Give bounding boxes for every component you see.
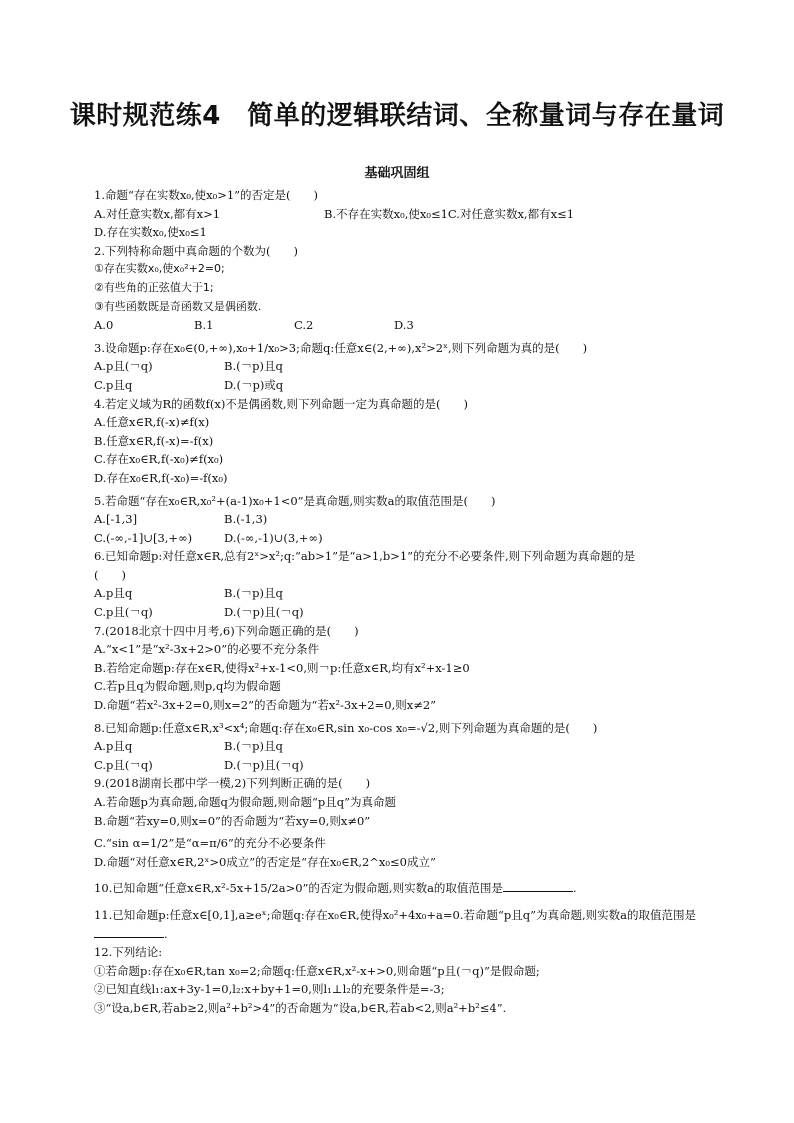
question-8 [94, 719, 724, 775]
option-c: C.存在x₀∈R,f(-x₀)≠f(x₀) [94, 452, 224, 467]
option-b: B.若给定命题p:存在x∈R,使得x²+x-1<0,则￢p:任意x∈R,均有x²+x-1≥0 [94, 660, 470, 675]
question-stem: 11.已知命题p:任意x∈[0,1],a≥eˣ;命题q:存在x₀∈R,使得x₀²+4x₀+a=0.若命题“p且q”为真命题,则实数a的取值范围是 [94, 907, 696, 922]
option-group [94, 357, 724, 394]
question-2 [94, 242, 724, 335]
option-c: C.“sin α=1/2”是“α=π/6”的充分不必要条件 [94, 836, 326, 851]
option-group [94, 316, 724, 335]
option-a: A.0 [94, 318, 114, 333]
option-b: B.(￢p)且q [224, 739, 283, 754]
option-d: D.(￢p)且(￢q) [224, 605, 304, 620]
option-d: D.3 [394, 318, 414, 333]
option-c: C.对任意实数x,都有x≤1 [447, 206, 575, 221]
option-group [94, 205, 724, 242]
option-d: D.(￢p)或q [224, 377, 284, 392]
option-group [94, 584, 724, 621]
option-b: B.1 [194, 318, 214, 333]
option-group [94, 737, 724, 774]
option-c: C.(-∞,-1]∪[3,+∞) [94, 530, 193, 545]
statement-3: ③“设a,b∈R,若ab≥2,则a²+b²>4”的否命题为“设a,b∈R,若ab<2,则a²+b²≤4”. [94, 1000, 507, 1015]
option-d: D.命题“若x²-3x+2=0,则x=2”的否命题为“若x²-3x+2=0,则x≠2” [94, 698, 437, 713]
question-5 [94, 492, 724, 548]
question-stem: 1.命题“存在实数x₀,使x₀>1”的否定是( ) [94, 188, 319, 202]
option-c: C.若p且q为假命题,则p,q均为假命题 [94, 679, 281, 694]
option-d: D.(-∞,-1)∪(3,+∞) [224, 530, 323, 545]
question-9 [94, 774, 724, 871]
statement-2: ②已知直线l₁:ax+3y-1=0,l₂:x+by+1=0,则l₁⊥l₂的充要条件是=-3; [94, 982, 445, 997]
question-stem: 3.设命题p:存在x₀∈(0,+∞),x₀+1/x₀>3;命题q:任意x∈(2,+∞),x²>2ˣ,则下列命题为真的是( ) [94, 340, 588, 355]
option-d: D.存在x₀∈R,f(-x₀)=-f(x₀) [94, 470, 228, 485]
question-stem: 7.(2018北京十四中月考,6)下列命题正确的是( ) [94, 623, 359, 638]
question-tail: . [164, 926, 168, 941]
question-stem: 2.下列特称命题中真命题的个数为( ) [94, 243, 298, 258]
question-11 [94, 906, 724, 943]
option-a: A.p且(￢q) [94, 359, 153, 374]
option-d: D.命题“对任意x∈R,2ˣ>0成立”的否定是“存在x₀∈R,2^x₀≤0成立” [94, 854, 436, 869]
question-7 [94, 622, 724, 715]
option-d: D.(￢p)且(￢q) [224, 757, 304, 772]
option-c: C.2 [294, 318, 314, 333]
statement-2: ②有些角的正弦值大于1; [94, 280, 214, 294]
option-c: C.p且q [94, 377, 133, 392]
question-10 [94, 879, 724, 898]
answer-blank[interactable] [94, 926, 164, 938]
option-a: A.“x<1”是“x²-3x+2>0”的必要不充分条件 [94, 642, 320, 657]
option-b: B.命题“若xy=0,则x=0”的否命题为“若xy=0,则x≠0” [94, 813, 371, 828]
statement-1: ①若命题p:存在x₀∈R,tan x₀=2;命题q:任意x∈R,x²-x+>0,则命题“p且(￢q)”是假命题; [94, 963, 540, 978]
section-subtitle: 基础巩固组 [364, 166, 430, 181]
statement-1: ①存在实数x₀,使x₀²+2=0; [94, 262, 225, 276]
option-a: A.p且q [94, 739, 133, 754]
option-a: A.任意x∈R,f(-x)≠f(x) [94, 415, 210, 430]
answer-blank[interactable] [503, 880, 573, 892]
option-b: B.(￢p)且q [224, 359, 283, 374]
question-3 [94, 339, 724, 395]
question-12 [94, 943, 724, 1017]
option-a: A.p且q [94, 586, 133, 601]
question-list [94, 186, 724, 1018]
option-a: A.若命题p为真命题,命题q为假命题,则命题“p且q”为真命题 [94, 795, 396, 809]
option-c: C.p且(￢q) [94, 605, 153, 620]
option-a: A.[-1,3] [94, 512, 138, 527]
option-group [94, 510, 724, 547]
option-b: B.任意x∈R,f(-x)=-f(x) [94, 433, 214, 448]
question-stem: 6.已知命题p:对任意x∈R,总有2ˣ>x²;q:“ab>1”是“a>1,b>1”的充分不必要条件,则下列命题为真命题的是 ( ) [94, 549, 693, 582]
question-4 [94, 395, 724, 488]
question-stem: 4.若定义域为R的函数f(x)不是偶函数,则下列命题一定为真命题的是( ) [94, 396, 468, 411]
option-b: B.(-1,3) [224, 512, 268, 527]
question-stem: 10.已知命题“任意x∈R,x²-5x+15/2a>0”的否定为假命题,则实数a的取值范围是 [94, 881, 503, 896]
statement-3: ③有些函数既是奇函数又是偶函数. [94, 299, 262, 313]
option-b: B.(￢p)且q [224, 586, 283, 601]
option-a: A.对任意实数x,都有x>1 [94, 206, 221, 221]
option-b: B.不存在实数x₀,使x₀≤1 [324, 206, 448, 221]
page-title: 课时规范练4 简单的逻辑联结词、全称量词与存在量词 [69, 101, 725, 131]
question-stem: 8.已知命题p:任意x∈R,x³<x⁴;命题q:存在x₀∈R,sin x₀-cos x₀=-√2,则下列命题为真命题的是( ) [94, 720, 598, 735]
question-stem: 5.若命题“存在x₀∈R,x₀²+(a-1)x₀+1<0”是真命题,则实数a的取值范围是( ) [94, 493, 496, 508]
question-6 [94, 547, 724, 621]
question-stem: 12.下列结论: [94, 945, 163, 960]
option-d: D.存在实数x₀,使x₀≤1 [94, 225, 207, 240]
option-c: C.p且(￢q) [94, 757, 153, 772]
question-stem: 9.(2018湖南长郡中学一模,2)下列判断正确的是( ) [94, 776, 371, 791]
question-1 [94, 186, 724, 242]
question-tail: . [572, 881, 577, 896]
